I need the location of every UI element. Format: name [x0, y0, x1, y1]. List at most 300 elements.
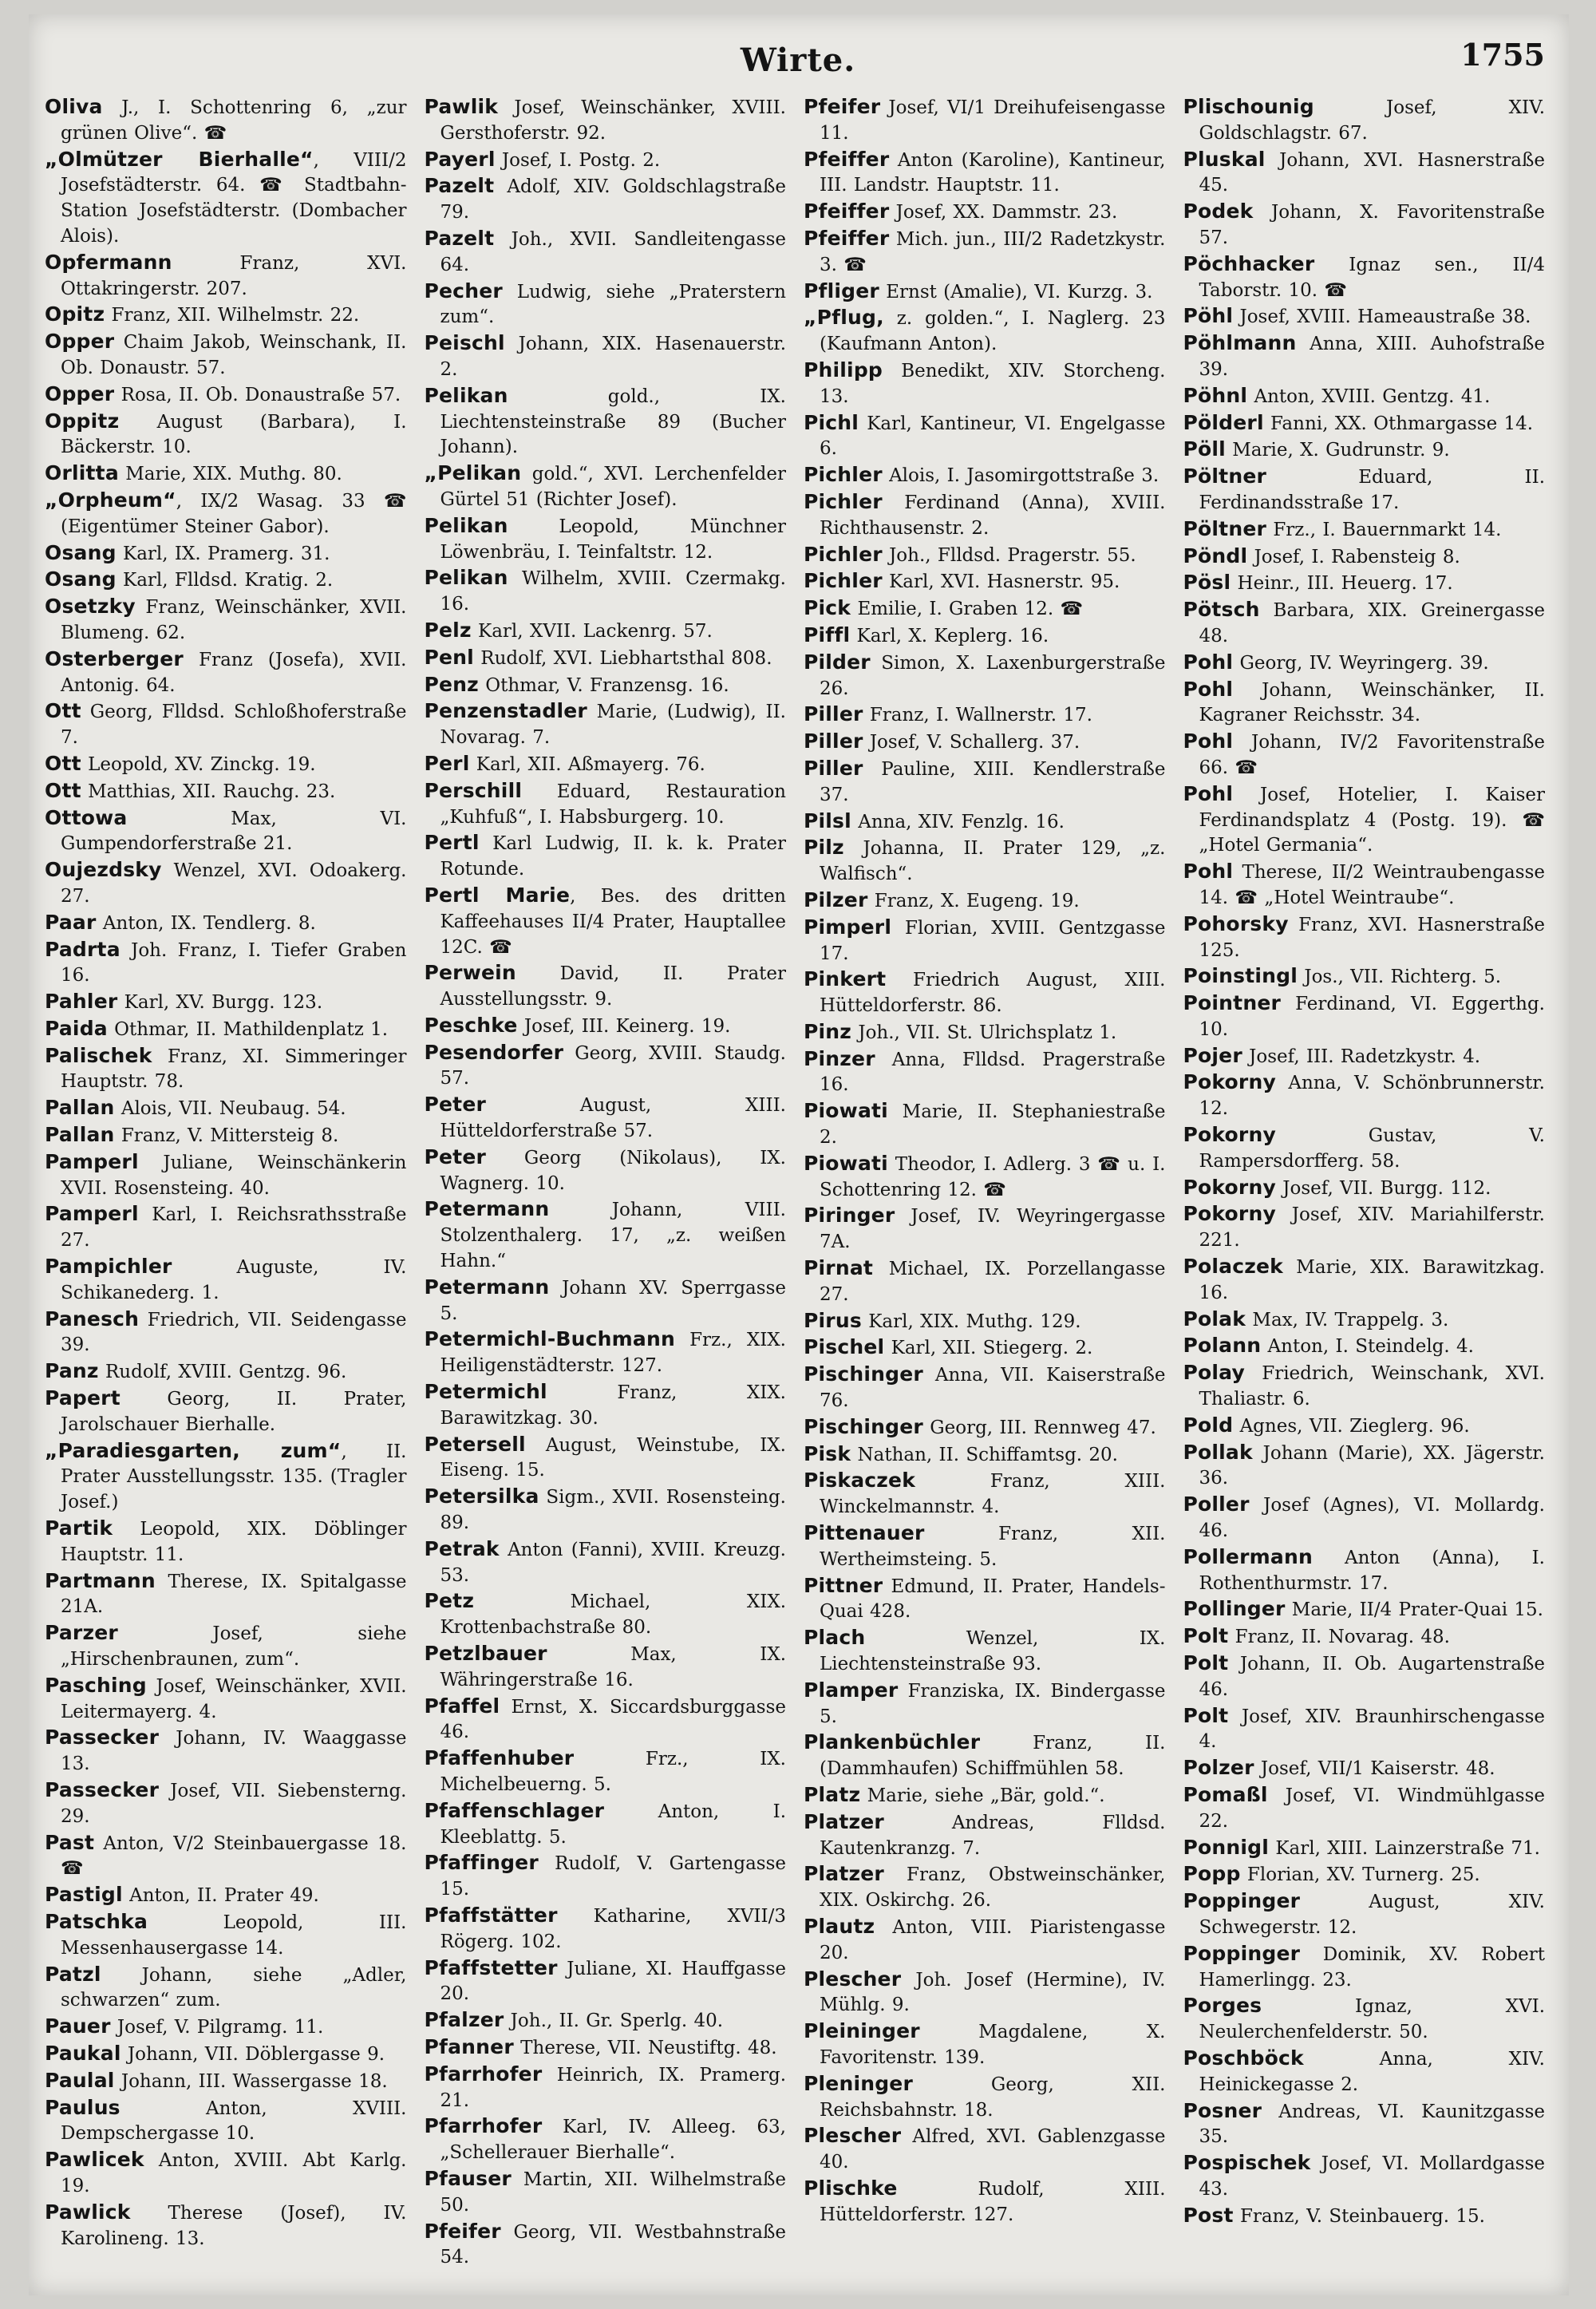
entry-name: Piller	[804, 756, 863, 780]
entry-name: Pfauser	[424, 2166, 512, 2190]
entry-name: Pelikan	[424, 566, 508, 590]
entry-details: Nathan, II. Schiffamtsg. 20.	[851, 1444, 1118, 1465]
entry-name: Pohl	[1183, 677, 1234, 701]
directory-entry	[1183, 1307, 1546, 1334]
entry-name: Paar	[45, 910, 97, 934]
entry-details: Josef, siehe „Hirschenbraunen, zum“.	[61, 1623, 407, 1670]
entry-details: , IX/2 Wasag. 33 ☎ (Eigentümer Steiner Gabor).	[61, 490, 407, 537]
entry-details: Max, IV. Trappelg. 3.	[1246, 1309, 1449, 1330]
entry-name: Opper	[45, 330, 115, 354]
entry-name: Payerl	[424, 147, 496, 171]
entry-name: Pichler	[804, 463, 883, 487]
directory-entry	[425, 1536, 787, 1589]
directory-entry	[425, 883, 787, 960]
directory-entry	[45, 1095, 407, 1122]
directory-entry	[1183, 1122, 1546, 1175]
directory-entry	[425, 618, 787, 645]
entry-name: Polann	[1183, 1334, 1262, 1358]
directory-entry	[1183, 1596, 1546, 1623]
entry-name: Opper	[45, 382, 115, 405]
directory-entry	[804, 1308, 1166, 1335]
entry-details: Johann, XVI. Hasnerstraße 45.	[1199, 149, 1545, 196]
entry-name: Piringer	[804, 1204, 895, 1228]
entry-name: Petzlbauer	[424, 1642, 547, 1666]
entry-details: Eduard, II. Ferdinandsstraße 17.	[1199, 467, 1545, 513]
directory-entry	[1183, 570, 1546, 597]
entry-details: Marie, siehe „Bär, gold.“.	[860, 1785, 1105, 1806]
entry-details: Anton, II. Prater 49.	[122, 1885, 319, 1907]
entry-details: Alois, I. Jasomirgottstraße 3.	[882, 465, 1159, 487]
entry-name: Ott	[45, 778, 81, 802]
entry-details: Franz, V. Mittersteig 8.	[114, 1125, 339, 1147]
entry-details: Rudolf, XVI. Liebhartsthal 808.	[473, 647, 772, 669]
entry-details: Karl, Flldsd. Kratig. 2.	[116, 570, 334, 591]
entry-name: Pecher	[424, 279, 503, 302]
entry-details: Emilie, I. Graben 12. ☎	[851, 599, 1084, 620]
entry-name: Petermichl-Buchmann	[424, 1327, 675, 1351]
entry-name: Platz	[804, 1783, 861, 1806]
entry-name: Pold	[1183, 1413, 1234, 1437]
entry-details: Joh., II. Gr. Sperlg. 40.	[504, 2010, 724, 2032]
entry-name: Petrak	[424, 1536, 500, 1560]
entry-details: Frz., IX. Michelbeuerng. 5.	[440, 1749, 786, 1795]
directory-entry	[1183, 1413, 1546, 1440]
entry-details: Eduard, Restauration „Kuhfuß“, I. Habsburgerg. 10.	[440, 781, 786, 828]
entry-name: Porges	[1183, 1994, 1262, 2018]
directory-entry	[804, 1203, 1166, 1255]
directory-entry	[45, 1620, 407, 1673]
entry-details: Ignaz sen., II/4 Taborstr. 10. ☎	[1199, 254, 1545, 301]
entry-details: Franz (Josefa), XVII. Antonig. 64.	[61, 649, 407, 696]
entry-name: Perschill	[424, 778, 523, 802]
entry-name: Pinz	[804, 1019, 852, 1043]
entry-details: Sigm., XVII. Rosensteing. 89.	[440, 1487, 786, 1534]
entry-name: Piowati	[804, 1099, 888, 1123]
entry-name: Peschke	[424, 1013, 518, 1037]
directory-entry	[425, 461, 787, 513]
entry-name: Pollermann	[1183, 1544, 1313, 1568]
directory-entry	[45, 910, 407, 937]
entry-details: Joh. Franz, I. Tiefer Graben 16.	[61, 939, 407, 986]
entry-name: Ponnigl	[1183, 1835, 1270, 1859]
directory-entry	[45, 646, 407, 699]
entry-name: Poinstingl	[1183, 964, 1298, 988]
entry-details: Andreas, VI. Kaunitzgasse 35.	[1199, 2101, 1545, 2148]
entry-name: Plankenbüchler	[804, 1730, 981, 1754]
entry-details: Rudolf, XVIII. Gentzg. 96.	[98, 1362, 347, 1383]
entry-details: Georg, VII. Westbahnstraße 54.	[440, 2221, 786, 2268]
entry-details: Marie, XIX. Muthg. 80.	[118, 464, 342, 485]
directory-entry	[1183, 1623, 1546, 1651]
entry-name: Polzer	[1183, 1756, 1254, 1780]
entry-name: Ottowa	[45, 805, 128, 829]
directory-entry	[804, 1468, 1166, 1520]
entry-name: Pospischek	[1183, 2151, 1311, 2175]
entry-name: Pesendorfer	[424, 1040, 564, 1064]
entry-name: Posner	[1183, 2098, 1262, 2122]
entry-details: Karl, XVI. Hasnerstr. 95.	[882, 571, 1120, 593]
entry-name: Pojer	[1183, 1043, 1242, 1067]
entry-details: Johann, III. Wassergasse 18.	[114, 2070, 388, 2092]
entry-name: Pelz	[424, 618, 472, 642]
entry-name: Poschböck	[1183, 2046, 1304, 2070]
entry-details: Theodor, I. Adlerg. 3 ☎ u. I. Schottenring 12. ☎	[820, 1153, 1166, 1200]
entry-name: Pluskal	[1183, 147, 1266, 171]
entry-name: Pampichler	[45, 1255, 172, 1279]
directory-entry	[45, 1016, 407, 1043]
entry-details: Franz, XII. Wertheimsteing. 5.	[820, 1524, 1166, 1570]
entry-name: Post	[1183, 2203, 1234, 2227]
directory-entry	[45, 1122, 407, 1149]
directory-entry	[45, 461, 407, 488]
entry-details: Josef (Agnes), VI. Mollardg. 46.	[1199, 1495, 1545, 1542]
entry-name: Polt	[1183, 1651, 1229, 1675]
entry-name: Opitz	[45, 302, 105, 326]
entry-details: gold., IX. Liechtensteinstraße 89 (Bucher Johann).	[440, 385, 786, 458]
entry-details: Gustav, V. Rampersdorfferg. 58.	[1199, 1125, 1545, 1172]
directory-entry	[1183, 303, 1546, 330]
directory-entry	[45, 1386, 407, 1438]
entry-name: Plach	[804, 1626, 866, 1650]
entry-name: Petermann	[424, 1275, 550, 1299]
entry-name: Penzenstadler	[424, 699, 587, 723]
entry-details: Marie, II. Stephaniestraße 2.	[820, 1101, 1166, 1149]
entry-details: Anna, VII. Kaiserstraße 76.	[820, 1365, 1166, 1412]
entry-name: Pfaffinger	[424, 1851, 539, 1875]
entry-details: Karl, I. Reichsrathsstraße 27.	[61, 1204, 407, 1251]
entry-name: Petersell	[424, 1432, 526, 1456]
entry-details: Franz, X. Eugeng. 19.	[867, 890, 1080, 911]
entry-details: Michael, XIX. Krottenbachstraße 80.	[440, 1591, 786, 1639]
entry-details: Josef, Hotelier, I. Kaiser Ferdinandsplatz 4 (Postg. 19). ☎ „Hotel Germania“.	[1199, 784, 1545, 856]
entry-name: Pomaßl	[1183, 1783, 1268, 1806]
entry-name: Pollak	[1183, 1440, 1253, 1464]
directory-entry	[425, 1955, 787, 2008]
directory-entry	[45, 1149, 407, 1202]
entry-details: August, XIV. Schwegerstr. 12.	[1199, 1892, 1545, 1938]
entry-details: Josef, XX. Dammstr. 23.	[889, 202, 1118, 223]
directory-entry	[45, 1307, 407, 1359]
directory-entry	[425, 173, 787, 226]
entry-name: Peter	[424, 1145, 487, 1168]
directory-entry	[45, 1909, 407, 1962]
entry-name: Opfermann	[45, 250, 172, 274]
entry-details: Franz, XII. Wilhelmstr. 22.	[105, 305, 360, 326]
directory-entry	[1183, 2046, 1546, 2098]
entry-name: Pfeiffer	[804, 200, 890, 223]
directory-entry	[804, 1782, 1166, 1809]
entry-name: Pohorsky	[1183, 911, 1289, 935]
directory-entry	[45, 2095, 407, 2148]
directory-entry	[425, 330, 787, 383]
entry-details: Max, VI. Gumpendorferstraße 21.	[61, 808, 407, 855]
directory-entry	[804, 1441, 1166, 1469]
directory-entry	[45, 409, 407, 461]
directory-entry	[1183, 1861, 1546, 1888]
entry-name: Pichler	[804, 542, 883, 566]
directory-entry	[1183, 437, 1546, 464]
directory-entry	[425, 1484, 787, 1536]
entry-details: August, XIII. Hütteldorferstraße 57.	[440, 1095, 786, 1142]
entry-name: Partmann	[45, 1568, 156, 1592]
entry-name: Plamper	[804, 1678, 899, 1702]
entry-details: Fanni, XX. Othmargasse 14.	[1263, 413, 1534, 434]
directory-entry	[804, 2071, 1166, 2124]
entry-details: Ernst, X. Siccardsburggasse 46.	[440, 1696, 786, 1743]
entry-name: Passecker	[45, 1778, 160, 1801]
entry-details: Georg, III. Rennweg 47.	[922, 1417, 1156, 1438]
directory-entry	[804, 279, 1166, 306]
directory-entry	[1183, 1782, 1546, 1835]
entry-details: Anton, I. Steindelg. 4.	[1261, 1336, 1474, 1358]
entry-name: Orlitta	[45, 461, 119, 485]
entry-details: Josef, IV. Weyringergasse 7A.	[820, 1206, 1166, 1253]
entry-name: Pointner	[1183, 991, 1281, 1015]
entry-details: Chaim Jakob, Weinschank, II. Ob. Donaustr. 57.	[61, 332, 407, 378]
entry-name: Pöltner	[1183, 465, 1267, 488]
entry-details: Karl, IX. Pramerg. 31.	[116, 543, 330, 564]
entry-name: Ott	[45, 699, 81, 723]
directory-entry	[804, 967, 1166, 1019]
entry-details: Auguste, IV. Schikanederg. 1.	[61, 1257, 407, 1303]
entry-details: Anna, XIII. Auhofstraße 39.	[1199, 334, 1545, 380]
directory-entry	[804, 888, 1166, 915]
entry-name: Plischounig	[1183, 95, 1314, 118]
directory-entry	[1183, 94, 1546, 147]
entry-name: Pöhlmann	[1183, 331, 1297, 355]
entry-details: J., I. Schottenring 6, „zur grünen Olive“. ☎	[61, 97, 407, 144]
entry-name: Pfaffenschlager	[424, 1798, 605, 1822]
entry-details: Anna, Flldsd. Pragerstraße 16.	[820, 1049, 1166, 1096]
directory-entry	[1183, 1544, 1546, 1597]
entry-name: Pfaffstetter	[424, 1955, 558, 1979]
directory-entry	[425, 1275, 787, 1327]
entry-name: Pallan	[45, 1123, 115, 1147]
entry-name: Paulal	[45, 2068, 115, 2092]
directory-entry	[1183, 781, 1546, 859]
entry-details: Therese, IX. Spitalgasse 21A.	[61, 1571, 407, 1618]
entry-details: , Bes. des dritten Kaffeehauses II/4 Prater, Hauptallee 12C. ☎	[440, 885, 786, 958]
entry-details: Josef, VI. Mollardgasse 43.	[1199, 2153, 1545, 2200]
directory-entry	[1183, 1492, 1546, 1544]
directory-entry	[1183, 1941, 1546, 1994]
directory-entry	[1183, 2203, 1546, 2230]
entry-name: Pimperl	[804, 915, 892, 939]
entry-name: Poppinger	[1183, 1889, 1301, 1913]
directory-entry	[804, 489, 1166, 542]
directory-entry	[425, 645, 787, 672]
entry-name: Pohl	[1183, 860, 1234, 884]
entry-name: Papert	[45, 1386, 120, 1410]
column-2	[425, 94, 787, 2281]
entry-details: Johann, VII. Döblergasse 9.	[120, 2043, 385, 2065]
entry-details: Johann (Marie), XX. Jägerstr. 36.	[1199, 1442, 1545, 1489]
directory-entry	[804, 1019, 1166, 1046]
directory-entry	[45, 751, 407, 778]
column-3	[804, 94, 1166, 2281]
entry-details: Johann, Weinschänker, II. Kagraner Reichsstr. 34.	[1199, 679, 1545, 726]
entry-details: Leopold, XIX. Döblinger Hauptstr. 11.	[61, 1519, 407, 1565]
directory-entry	[804, 835, 1166, 888]
entry-details: Max, IX. Währingerstraße 16.	[440, 1644, 786, 1690]
entry-details: Adolf, XIV. Goldschlagstraße 79.	[440, 176, 786, 223]
entry-details: Josef, XVIII. Hameaustraße 38.	[1233, 306, 1531, 328]
entry-name: Pischel	[804, 1335, 885, 1359]
directory-entry	[1183, 1069, 1546, 1122]
entry-details: Juliane, Weinschänkerin XVII. Rosensteing. 40.	[61, 1152, 407, 1199]
entry-name: Pauer	[45, 2014, 111, 2038]
directory-entry	[1183, 464, 1546, 516]
entry-details: Anton (Karoline), Kantineur, III. Landstr. Hauptstr. 11.	[820, 149, 1166, 196]
entry-name: Pohl	[1183, 650, 1234, 674]
entry-details: Anton (Fanni), XVIII. Kreuzg. 53.	[440, 1539, 786, 1586]
entry-details: Wilhelm, XVIII. Czermakg. 16.	[440, 568, 786, 615]
entry-details: , VIII/2 Josefstädterstr. 64. ☎ Stadtbahn-Station Josefstädterstr. (Dombacher Alois).	[61, 149, 407, 247]
entry-name: Pilsl	[804, 809, 851, 832]
entry-name: Pfeiffer	[804, 226, 890, 250]
directory-entry	[804, 1520, 1166, 1573]
directory-entry	[45, 329, 407, 382]
directory-entry	[45, 488, 407, 540]
entry-name: Pawlik	[424, 95, 499, 118]
entry-details: Johann, XIX. Hasenauerstr. 2.	[440, 334, 786, 380]
entry-details: Marie, II/4 Prater-Quai 15.	[1285, 1599, 1543, 1621]
entry-details: , II. Prater Ausstellungsstr. 135. (Tragler Josef.)	[61, 1441, 407, 1513]
directory-entry	[425, 1040, 787, 1093]
entry-name: Polaczek	[1183, 1255, 1283, 1279]
entry-details: Therese, II/2 Weintraubengasse 14. ☎ „Hotel Weintraube“.	[1199, 862, 1545, 908]
entry-details: Marie, XIX. Barawitzkag. 16.	[1199, 1257, 1545, 1303]
entry-details: Karl, XII. Aßmayerg. 76.	[469, 753, 705, 775]
directory-entry	[425, 698, 787, 751]
entry-name: Pilzer	[804, 888, 868, 911]
entry-name: Pokorny	[1183, 1175, 1276, 1199]
entry-name: Pfalzer	[424, 2008, 504, 2032]
entry-name: Pfaffenhuber	[424, 1746, 575, 1770]
entry-details: Ignaz, XVI. Neulerchenfelderstr. 50.	[1199, 1996, 1545, 2043]
directory-entry	[425, 1694, 787, 1746]
directory-entry	[425, 2113, 787, 2166]
entry-details: Josef, VI. Windmühlgasse 22.	[1199, 1785, 1545, 1832]
directory-entry	[804, 2176, 1166, 2228]
entry-details: Rudolf, V. Gartengasse 15.	[440, 1853, 786, 1900]
entry-name: Pfeifer	[804, 95, 881, 118]
entry-details: Georg, XVIII. Staudg. 57.	[440, 1042, 786, 1089]
entry-name: Pokorny	[1183, 1070, 1276, 1094]
entry-name: Passecker	[45, 1726, 160, 1750]
entry-name: Pallan	[45, 1096, 115, 1120]
entry-name: Petermichl	[424, 1380, 547, 1404]
directory-entry	[45, 1882, 407, 1909]
directory-entry	[425, 778, 787, 831]
entry-name: Piller	[804, 729, 863, 753]
entry-details: Joh. Josef (Hermine), IV. Mühlg. 9.	[820, 1969, 1166, 2016]
entry-details: Franz, XIX. Barawitzkag. 30.	[440, 1382, 786, 1429]
directory-entry	[425, 1641, 787, 1694]
directory-entry	[1183, 1360, 1546, 1413]
entry-name: Perl	[424, 751, 470, 775]
entry-name: Pazelt	[424, 226, 495, 250]
entry-details: Franz, II. Novarag. 48.	[1228, 1627, 1450, 1648]
entry-details: Benedikt, XIV. Storcheng. 13.	[820, 360, 1166, 407]
entry-details: Josef, XIV. Mariahilferstr. 221.	[1199, 1204, 1545, 1251]
entry-name: Osang	[45, 567, 117, 591]
entry-details: Ferdinand (Anna), XVIII. Richthausenstr. 2.	[820, 492, 1166, 539]
entry-details: Katharine, XVII/3 Rögerg. 102.	[440, 1905, 786, 1952]
entry-details: Wenzel, XVI. Odoakerg. 27.	[61, 860, 407, 907]
entry-details: Agnes, VII. Zieglerg. 96.	[1233, 1415, 1470, 1437]
directory-entry	[804, 462, 1166, 489]
directory-entry	[1183, 1254, 1546, 1307]
directory-entry	[45, 1725, 407, 1777]
entry-name: Pischinger	[804, 1414, 923, 1438]
entry-details: Barbara, XIX. Greinergasse 48.	[1199, 600, 1545, 646]
directory-entry	[1183, 1703, 1546, 1756]
entry-details: Johann, IV/2 Favoritenstraße 66. ☎	[1199, 732, 1545, 778]
directory-entry	[425, 383, 787, 461]
entry-details: Florian, XVIII. Gentzgasse 17.	[820, 917, 1166, 964]
entry-name: „Pelikan	[424, 461, 522, 485]
directory-entry	[804, 1414, 1166, 1441]
directory-entry	[1183, 1175, 1546, 1202]
entry-name: Pöhnl	[1183, 383, 1248, 407]
directory-entry	[804, 410, 1166, 463]
entry-details: Heinrich, IX. Pramerg. 21.	[440, 2064, 786, 2111]
directory-entry	[804, 358, 1166, 410]
entry-name: Platzer	[804, 1862, 884, 1886]
entry-name: Pick	[804, 596, 851, 620]
entry-name: Pahler	[45, 990, 118, 1014]
entry-details: Simon, X. Laxenburgerstraße 26.	[820, 652, 1166, 699]
entry-name: Peischl	[424, 331, 505, 355]
entry-details: Karl, X. Keplerg. 16.	[850, 625, 1049, 646]
entry-name: Pösl	[1183, 571, 1231, 595]
entry-details: Anton, XVIII. Gentzg. 41.	[1247, 385, 1491, 407]
entry-name: Pazelt	[424, 174, 495, 198]
entry-name: Petersilka	[424, 1485, 539, 1508]
directory-entry	[1183, 1651, 1546, 1703]
entry-details: Anton, XVIII. Abt Karlg. 19.	[61, 2150, 407, 2196]
directory-entry	[425, 1588, 787, 1641]
entry-name: Osang	[45, 540, 117, 564]
entry-details: Ernst (Amalie), VI. Kurzg. 3.	[879, 281, 1153, 302]
entry-details: Marie, X. Gudrunstr. 9.	[1225, 440, 1450, 461]
directory-entry	[1183, 1201, 1546, 1254]
directory-entry	[45, 2200, 407, 2252]
directory-entry	[425, 751, 787, 778]
directory-entry	[425, 2166, 787, 2219]
directory-entry	[1183, 911, 1546, 964]
directory-entry	[804, 595, 1166, 623]
entry-details: Friedrich, VII. Seidengasse 39.	[61, 1309, 407, 1356]
entry-details: Ludwig, siehe „Praterstern zum“.	[440, 281, 786, 328]
directory-entry	[45, 594, 407, 646]
entry-name: Polt	[1183, 1624, 1229, 1648]
entry-name: Past	[45, 1830, 95, 1854]
directory-entry	[1183, 1440, 1546, 1493]
entry-name: Pokorny	[1183, 1123, 1276, 1147]
directory-entry	[1183, 2150, 1546, 2203]
entry-name: Oliva	[45, 95, 103, 118]
entry-name: Penz	[424, 672, 479, 696]
directory-entry	[804, 1678, 1166, 1730]
directory-entry	[804, 1151, 1166, 1204]
entry-details: z. golden.“, I. Naglerg. 23 (Kaufmann Anton).	[820, 308, 1166, 355]
directory-entry	[1183, 383, 1546, 410]
entry-name: Polt	[1183, 1703, 1229, 1727]
directory-entry	[1183, 597, 1546, 650]
entry-name: Pertl Marie	[424, 883, 571, 907]
